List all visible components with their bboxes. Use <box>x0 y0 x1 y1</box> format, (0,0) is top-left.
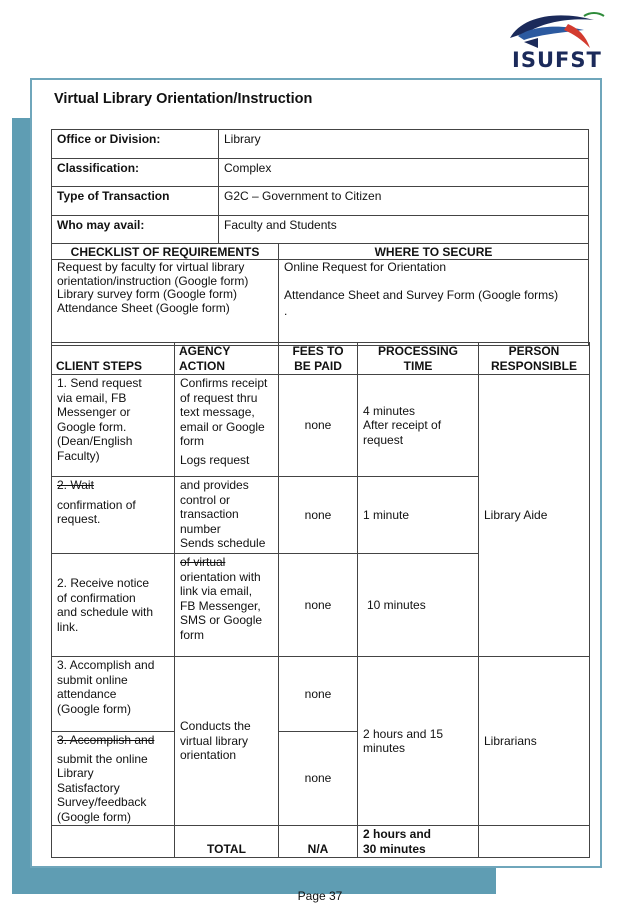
agency-action-cell: Confirms receipt of request thru text message, email or Google form Logs request <box>175 375 279 477</box>
processing-time-cell: 1 minute <box>358 477 479 554</box>
info-row-classification <box>52 158 589 187</box>
agency-action-cell: and provides control or transaction number Sends schedule <box>175 477 279 554</box>
where-line: Attendance Sheet and Survey Form (Google forms) <box>284 287 559 302</box>
where-header: WHERE TO SECURE <box>279 244 589 260</box>
header-client-steps: CLIENT STEPS <box>52 343 175 375</box>
requirements-cell <box>52 260 279 346</box>
info-value: Library <box>219 130 589 159</box>
total-empty-cell <box>52 826 175 858</box>
fee-cell: none <box>279 375 358 477</box>
total-label: TOTAL <box>175 826 279 858</box>
info-row-office <box>52 130 589 159</box>
page-title: Virtual Library Orientation/Instruction <box>54 91 313 107</box>
header-fees: FEES TO BE PAID <box>279 343 358 375</box>
logo-wordmark: ISUFST <box>512 48 602 72</box>
agency-action-cell: of virtual orientation with link via email, FB Messenger, SMS or Google form <box>175 554 279 657</box>
info-key: Office or Division: <box>52 130 219 159</box>
page-number: Page 37 <box>297 889 343 903</box>
fee-cell: none <box>279 732 358 826</box>
client-step-cell: 3. Accomplish and submit online attendance (Google form) <box>52 657 175 732</box>
agency-action-cell: Conducts the virtual library orientation <box>175 657 279 826</box>
client-step-cell: 1. Send request via email, FB Messenger or Google form. (Dean/English Faculty) <box>52 375 175 477</box>
person-responsible-cell: Library Aide <box>479 375 590 657</box>
total-person-cell <box>479 826 590 858</box>
isufst-logo <box>498 6 608 72</box>
where-line: . <box>284 304 288 318</box>
processing-time-cell: 4 minutes After receipt of request <box>358 375 479 477</box>
info-row-transaction <box>52 187 589 216</box>
requirement-line: Request by faculty for virtual library <box>57 260 245 274</box>
processing-time-cell: 2 hours and 15 minutes <box>358 657 479 826</box>
client-step-cell: 2. Receive notice of confirmation and schedule with link. <box>52 554 175 657</box>
info-value: Complex <box>219 158 589 187</box>
header-processing-time: PROCESSING TIME <box>358 343 479 375</box>
requirement-line: orientation/instruction (Google form) <box>57 273 249 288</box>
info-row-who <box>52 215 589 244</box>
info-key: Who may avail: <box>52 215 219 244</box>
header-person-responsible: PERSON RESPONSIBLE <box>479 343 590 375</box>
checklist-table <box>51 243 589 346</box>
processing-time-cell: 10 minutes <box>358 554 479 657</box>
total-row <box>52 826 590 858</box>
info-value: Faculty and Students <box>219 215 589 244</box>
fee-cell: none <box>279 477 358 554</box>
info-key: Type of Transaction <box>52 187 219 216</box>
header-agency-action: AGENCY ACTION <box>175 343 279 375</box>
requirement-line: Attendance Sheet (Google form) <box>57 300 230 315</box>
table-row <box>52 375 590 477</box>
requirement-line: Library survey form (Google form) <box>57 287 238 301</box>
client-step-cell: 2. Wait confirmation of request. <box>52 477 175 554</box>
person-responsible-cell: Librarians <box>479 657 590 826</box>
info-key: Classification: <box>52 158 219 187</box>
client-step-cell: 3. Accomplish and submit the online Library Satisfactory Survey/feedback (Google form) <box>52 732 175 826</box>
where-cell <box>279 260 589 346</box>
steps-table <box>51 342 590 858</box>
fee-cell: none <box>279 554 358 657</box>
info-value: G2C – Government to Citizen <box>219 187 589 216</box>
info-table <box>51 129 589 244</box>
total-fee: N/A <box>279 826 358 858</box>
total-time: 2 hours and 30 minutes <box>358 826 479 858</box>
checklist-header: CHECKLIST OF REQUIREMENTS <box>52 244 279 260</box>
table-row <box>52 657 590 732</box>
where-line: Online Request for Orientation <box>284 260 447 274</box>
steps-header-row <box>52 343 590 375</box>
fee-cell: none <box>279 657 358 732</box>
